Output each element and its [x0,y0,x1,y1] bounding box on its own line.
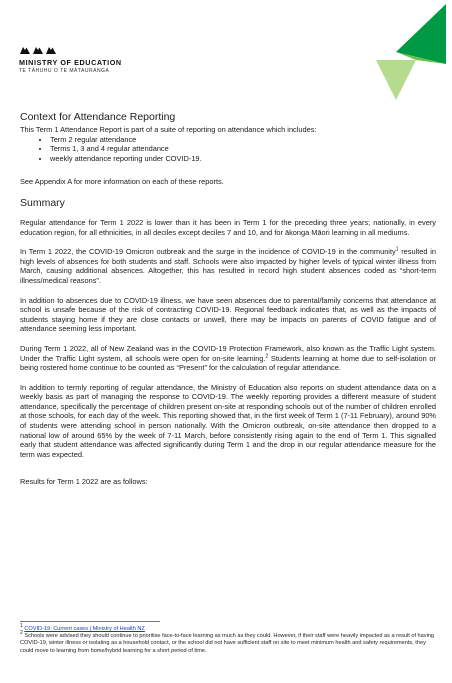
summary-paragraph-5: In addition to termly reporting of regular attendance, the Ministry of Education also reports on student attendance data on a weekly basis as part of managing the response to COVID-19. The weekly reporting provides a different measure of student attendance, specifically the percentage of children present on-site at responding schools out of the number of children enrolled at those schools, for each day of the week. This reporting showed that, in the first week of Term 1 (7-11 February), around 90% of students were attending school in person nationally. With the Omicron outbreak, on-site attendance then dropped to a national low of around 65% by the week of 7-11 March, before consistently rising again to the end of Term 1. This signalled early that student attendance was affected significantly during Term 1 and the drop in our regular attendance measure for the term was expected. [20,382,436,459]
footnotes [20,621,436,655]
footnote-2: $^2$ Schools were advised they should continue to prioritise face-to-face learning as much as they could. However, if their staff were heavily impacted as a result of having COVID-19, winter illness or isolating as a household contact, or the school did not have sufficient staff on site to meet minimum health and safety requirements, they could move to learning from home/hybrid learning for a short period of time. [20,630,435,654]
context-intro: This Term 1 Attendance Report is part of a suite of reporting on attendance which includes: [20,125,317,134]
list-item: • Term 2 regular attendance [50,135,436,145]
list-item: • Terms 1, 3 and 4 regular attendance [50,144,436,154]
org-name-maori: TE TĀHUHU O TE MĀTAURANGA [19,68,110,74]
summary-paragraph-2: In Term 1 2022, the COVID-19 Omicron outbreak and the surge in the incidence of COVID-19 in the community$^1$ resulted in high levels of absences for both students and staff. Schools were also impacted by higher levels of typical winter illness from March, causing additional absences. Altogether, this has resulted in record high student absences coded as “short-term illness/medical reasons”. [20,246,437,285]
report-list [20,135,436,164]
footnote-ref-1[interactable]: 1 [395,246,399,253]
report-body [20,111,436,487]
footnote-divider [20,621,160,622]
summary-paragraph-4: During Term 1 2022, all of New Zealand was in the COVID-19 Protection Framework, also known as the Traffic Light system. Under the Traffic Light system, all schools were open for on-site learning.$^2$ Students learning at home due to self-isolation or being rostered home continue to be counted as “Present” for the calculation of regular attendance. [20,343,436,373]
footnote-1-link[interactable]: COVID-19: Current cases | Ministry of Health NZ [24,626,145,632]
logo-mark-icon [19,44,122,55]
results-intro: Results for Term 1 2022 are as follows: [20,477,148,487]
summary-heading: Summary [20,196,65,209]
org-name: MINISTRY OF EDUCATION [19,58,122,67]
footnote-1: $^1$ COVID-19: Current cases | Ministry of Health NZ [20,623,145,632]
context-heading: Context for Attendance Reporting [20,111,176,123]
list-item: • weekly attendance reporting under COVID-19. [50,154,436,164]
footnote-ref-2[interactable]: 2 [265,353,269,360]
summary-paragraph-1: Regular attendance for Term 1 2022 is lower than it has been in Term 1 for the preceding three years; nationally, in every education region, for all ethnicities, in all deciles except deciles 7 and 10, and for ākonga Māori learning in all mediums. [20,217,436,237]
summary-paragraph-3: In addition to absences due to COVID-19 illness, we have seen absences due to parental/family concerns that attendance at school is unsafe because of the risk of contracting COVID-19. Regional feedback indicates that, as well as the impacts of students staying home if they are close contacts or unwell, there may be impacts on parents of COVID fatigue and of attendance seeming less important. [20,295,436,334]
ministry-logo [19,44,122,74]
brand-triangle-icon [346,4,446,100]
appendix-note: See Appendix A for more information on each of these reports. [20,177,224,187]
